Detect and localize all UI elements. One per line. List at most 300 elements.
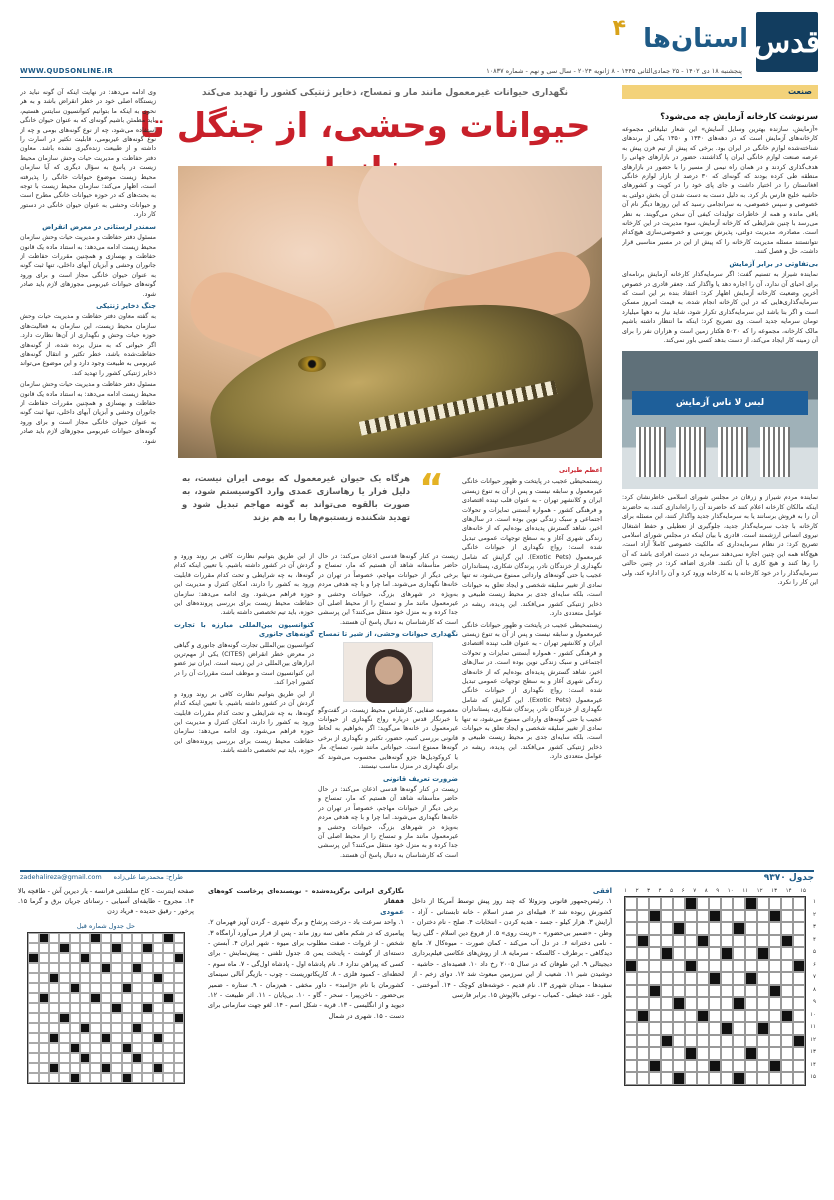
grid-row-number: ۱۳: [810, 1049, 816, 1055]
crossword-cell[interactable]: [745, 960, 757, 973]
crossword-cell[interactable]: [781, 922, 793, 935]
crossword-cell[interactable]: [661, 935, 673, 948]
crossword-cell[interactable]: [781, 910, 793, 923]
designer-email[interactable]: zadehalireza@gmail.com: [20, 873, 102, 881]
crossword-cell[interactable]: [757, 960, 769, 973]
crossword-cell[interactable]: [625, 1047, 637, 1060]
expert-photo: [343, 642, 433, 702]
solution-cell: [80, 1053, 90, 1063]
crossword-cell[interactable]: [673, 960, 685, 973]
solution-cell: [59, 983, 69, 993]
crossword-cell[interactable]: [769, 1072, 781, 1085]
solution-cell: [101, 973, 111, 983]
crossword-cell[interactable]: [685, 997, 697, 1010]
solution-cell: [59, 1023, 69, 1033]
solution-cell: [59, 933, 69, 943]
crossword-cell[interactable]: [625, 897, 637, 910]
crossword-cell[interactable]: [637, 922, 649, 935]
grid-row-number: ۷: [813, 974, 816, 980]
crossword-cell[interactable]: [721, 960, 733, 973]
crossword-cell[interactable]: [697, 972, 709, 985]
solution-cell: [59, 1013, 69, 1023]
solution-cell: [70, 943, 80, 953]
solution-cell: [101, 1013, 111, 1023]
solution-cell: [28, 1053, 38, 1063]
crossword-cell[interactable]: [685, 910, 697, 923]
crossword-cell[interactable]: [661, 897, 673, 910]
crossword-cell[interactable]: [793, 922, 805, 935]
solution-cell: [90, 1053, 100, 1063]
crossword-cell[interactable]: [709, 1072, 721, 1085]
crossword-cell[interactable]: [733, 1047, 745, 1060]
crossword-cell[interactable]: [661, 910, 673, 923]
solution-cell: [80, 1023, 90, 1033]
solution-cell: [101, 1043, 111, 1053]
crossword-cell[interactable]: [625, 935, 637, 948]
crossword-cell[interactable]: [697, 960, 709, 973]
crossword-cell[interactable]: [697, 985, 709, 998]
crossword-cell[interactable]: [673, 1022, 685, 1035]
solution-cell: [49, 1053, 59, 1063]
solution-cell: [132, 983, 142, 993]
crossword-cell[interactable]: [721, 1072, 733, 1085]
industry-headline: سرنوشت کارخانه آزمایش چه می‌شود؟: [660, 111, 818, 121]
solution-cell: [153, 1023, 163, 1033]
solution-cell: [90, 993, 100, 1003]
solution-cell: [132, 1053, 142, 1063]
solution-cell: [163, 973, 173, 983]
crossword-cell[interactable]: [625, 1022, 637, 1035]
crossword-cell[interactable]: [781, 997, 793, 1010]
crossword-cell[interactable]: [781, 1047, 793, 1060]
website-link[interactable]: WWW.QUDSONLINE.IR: [20, 67, 114, 75]
solution-cell: [174, 1003, 184, 1013]
crossword-cell: [769, 1060, 781, 1073]
crossword-cell[interactable]: [733, 947, 745, 960]
crossword-cell[interactable]: [745, 947, 757, 960]
crossword-cell[interactable]: [733, 1010, 745, 1023]
crossword-cell[interactable]: [745, 997, 757, 1010]
crossword-cell[interactable]: [673, 1047, 685, 1060]
crossword-cell[interactable]: [793, 1047, 805, 1060]
crossword-cell[interactable]: [673, 1035, 685, 1048]
crossword-cell[interactable]: [781, 1035, 793, 1048]
grid-row-number: ۸: [813, 986, 816, 993]
crossword-cell[interactable]: [769, 1022, 781, 1035]
crossword-cell[interactable]: [673, 947, 685, 960]
solution-cell: [153, 993, 163, 1003]
crossword-cell: [709, 972, 721, 985]
solution-cell: [122, 953, 132, 963]
crossword-cell[interactable]: [721, 1047, 733, 1060]
solution-cell: [49, 1033, 59, 1043]
crossword-cell[interactable]: [793, 997, 805, 1010]
crossword-cell[interactable]: [685, 1010, 697, 1023]
pull-quote: [178, 466, 450, 548]
crossword-cell[interactable]: [661, 1060, 673, 1073]
crossword-cell[interactable]: [781, 1060, 793, 1073]
crossword-cell[interactable]: [769, 997, 781, 1010]
solution-cell: [39, 963, 49, 973]
grid-column-number: ۱۲: [756, 888, 763, 894]
crossword-cell: [697, 1010, 709, 1023]
crossword-cell[interactable]: [769, 1010, 781, 1023]
solution-cell: [70, 1003, 80, 1013]
crossword-cell[interactable]: [769, 935, 781, 948]
crossword-cell[interactable]: [685, 985, 697, 998]
crossword-cell[interactable]: [637, 1072, 649, 1085]
solution-cell: [122, 963, 132, 973]
solution-cell: [163, 1063, 173, 1073]
crossword-cell[interactable]: [649, 1035, 661, 1048]
solution-cell: [80, 983, 90, 993]
crossword-cell: [661, 947, 673, 960]
crossword-cell[interactable]: [673, 910, 685, 923]
crossword-cell[interactable]: [649, 1010, 661, 1023]
crossword-cell[interactable]: [721, 1060, 733, 1073]
crossword-cell: [721, 1022, 733, 1035]
crossword-cell[interactable]: [781, 947, 793, 960]
crossword-cell[interactable]: [661, 985, 673, 998]
crossword-cell[interactable]: [661, 1072, 673, 1085]
crossword-cells: [624, 896, 806, 1086]
crossword-cell[interactable]: [781, 985, 793, 998]
crossword-cell[interactable]: [709, 922, 721, 935]
crossword-cell[interactable]: [709, 1047, 721, 1060]
crossword-cell: [793, 1035, 805, 1048]
crossword-cell[interactable]: [721, 897, 733, 910]
crossword-cell[interactable]: [625, 947, 637, 960]
solution-cell: [39, 1063, 49, 1073]
crossword-cell[interactable]: [637, 897, 649, 910]
crossword-cell[interactable]: [637, 1022, 649, 1035]
crossword-cell[interactable]: [733, 897, 745, 910]
crossword-cell[interactable]: [709, 1022, 721, 1035]
grid-column-number: ۶: [681, 888, 685, 894]
solution-cell: [28, 1003, 38, 1013]
crossword-cell[interactable]: [709, 1010, 721, 1023]
solution-cell: [80, 1063, 90, 1073]
crossword-cell[interactable]: [721, 985, 733, 998]
crossword-cell[interactable]: [781, 897, 793, 910]
crossword-cell: [769, 985, 781, 998]
crossword-cell: [769, 910, 781, 923]
solution-cell: [28, 993, 38, 1003]
crossword-cell[interactable]: [649, 897, 661, 910]
solution-cell: [80, 943, 90, 953]
crossword-cell[interactable]: [709, 960, 721, 973]
crossword-cell[interactable]: [757, 897, 769, 910]
crossword-cell[interactable]: [661, 1022, 673, 1035]
solution-cell: [174, 983, 184, 993]
solution-cell: [28, 1013, 38, 1023]
crossword-cell[interactable]: [673, 985, 685, 998]
crossword-cell[interactable]: [637, 960, 649, 973]
crossword-cell[interactable]: [757, 972, 769, 985]
crossword-cell[interactable]: [709, 997, 721, 1010]
crossword-cell[interactable]: [649, 997, 661, 1010]
crossword-cell[interactable]: [637, 985, 649, 998]
crossword-cell[interactable]: [685, 935, 697, 948]
crossword-cell[interactable]: [685, 1035, 697, 1048]
crossword-cell[interactable]: [661, 972, 673, 985]
crossword-cell[interactable]: [709, 985, 721, 998]
crossword-cell[interactable]: [721, 935, 733, 948]
crossword-cell[interactable]: [625, 1010, 637, 1023]
crossword-cell[interactable]: [697, 1022, 709, 1035]
solution-cell: [80, 1013, 90, 1023]
crossword-cell[interactable]: [757, 922, 769, 935]
crossword-cell[interactable]: [721, 910, 733, 923]
crossword-cell[interactable]: [781, 972, 793, 985]
crossword-cell[interactable]: [709, 1035, 721, 1048]
crossword-cell[interactable]: [673, 935, 685, 948]
crossword-cell[interactable]: [757, 935, 769, 948]
crossword-cell[interactable]: [757, 1035, 769, 1048]
solution-cell: [70, 953, 80, 963]
crossword-cell[interactable]: [793, 1060, 805, 1073]
crossword-cell[interactable]: [733, 910, 745, 923]
crossword-cell[interactable]: [625, 910, 637, 923]
crossword-cell[interactable]: [757, 1010, 769, 1023]
crossword-cell[interactable]: [625, 985, 637, 998]
grid-row-number: ۵: [813, 949, 816, 955]
crossword-cell[interactable]: [769, 922, 781, 935]
solution-cell: [70, 963, 80, 973]
crossword-cell[interactable]: [685, 972, 697, 985]
factory-window: [636, 427, 666, 477]
crossword-cell[interactable]: [685, 1072, 697, 1085]
crossword-cell[interactable]: [649, 972, 661, 985]
crossword-cell[interactable]: [769, 1047, 781, 1060]
solution-cell: [49, 1013, 59, 1023]
crossword-cell[interactable]: [673, 972, 685, 985]
crossword-cell[interactable]: [769, 1035, 781, 1048]
crossword-cell[interactable]: [673, 897, 685, 910]
crossword-cell[interactable]: [733, 1022, 745, 1035]
crossword-cell[interactable]: [745, 910, 757, 923]
solution-cell: [59, 953, 69, 963]
solution-cell: [28, 973, 38, 983]
solution-cell: [142, 1073, 152, 1083]
grid-column-number: ۴: [658, 888, 662, 894]
solution-cell: [174, 1023, 184, 1033]
crossword-cell[interactable]: [745, 1060, 757, 1073]
crossword-cell[interactable]: [673, 1010, 685, 1023]
factory-sign: لبس لا ناس آزمایش: [632, 391, 808, 415]
crossword-cell[interactable]: [697, 897, 709, 910]
article-paragraph: زیستمحیطی عجیب در پایتخت و ظهور حیوانات خانگی غیرمعمول و سابقه نیست و پس از آن به تنوع زیستی ایران و کلانشهر تهران - به عنوان قلب تپنده اقتصادی و فرهنگی کشور - همواره آبستنی تمایزات و تحولات اجتماعی و سبک زندگی نوین بوده است. در سال‌های اخیر، شاهد گسترش پدیده‌ای بوده‌ایم که از خانه‌های زندگی شهری آغاز و به سطح توجهات عمومی تبدیل شده است: رواج نگهداری از حیوانات خانگی غیرمعمول (Exotic Pets). این گرایش که شامل نگهداری از خزندگان نادر، پرندگان شکاری، پستانداران عجیب یا حتی گونه‌های وارداتی ممنوع می‌شود، نه تنها نمادی از تغییر سلیقه شخصی و ایجاد تعلق به حیوانات است، بلکه سایه‌ای جدی بر محیط زیست طبیعی و ذخایر ژنتیکی کشور می‌افکند. این پدیده، ریشه در عوامل متعددی دارد.: [462, 621, 602, 761]
solution-cell: [153, 1073, 163, 1083]
grid-column-number: ۱۰: [727, 888, 734, 894]
crossword-cell[interactable]: [733, 935, 745, 948]
crossword-cell[interactable]: [709, 947, 721, 960]
crossword-cell[interactable]: [697, 1060, 709, 1073]
crossword-cell[interactable]: [625, 1072, 637, 1085]
crossword-cell[interactable]: [721, 922, 733, 935]
crossword-cell[interactable]: [793, 1022, 805, 1035]
crossword-cell[interactable]: [721, 997, 733, 1010]
crossword-cell[interactable]: [649, 935, 661, 948]
crossword-cell[interactable]: [637, 1047, 649, 1060]
crossword-cell[interactable]: [793, 1010, 805, 1023]
crossword-cell[interactable]: [697, 997, 709, 1010]
crossword-cell[interactable]: [757, 997, 769, 1010]
horizontal-clues: [412, 886, 612, 1186]
factory-photo: [622, 351, 818, 489]
solution-cell: [174, 993, 184, 1003]
solution-cell: [132, 943, 142, 953]
crossword-cell[interactable]: [733, 972, 745, 985]
crossword-cell[interactable]: [697, 1035, 709, 1048]
solution-cell: [111, 1033, 121, 1043]
solution-cell: [153, 973, 163, 983]
crossword-cell[interactable]: [625, 1060, 637, 1073]
solution-cell: [101, 1073, 111, 1083]
crossword-cell[interactable]: [661, 997, 673, 1010]
crossword-cell[interactable]: [649, 947, 661, 960]
crossword-cell[interactable]: [721, 1035, 733, 1048]
solution-cell: [163, 963, 173, 973]
solution-cell: [39, 993, 49, 1003]
newspaper-logo[interactable]: [753, 12, 821, 72]
crossword-cell[interactable]: [757, 1072, 769, 1085]
solution-cell: [90, 1033, 100, 1043]
crossword-cell[interactable]: [769, 897, 781, 910]
crossword-cell[interactable]: [697, 947, 709, 960]
solution-cell: [132, 953, 142, 963]
crossword-cell[interactable]: [733, 985, 745, 998]
crossword-cell[interactable]: [637, 972, 649, 985]
crossword-cell[interactable]: [793, 985, 805, 998]
crossword-cell[interactable]: [661, 960, 673, 973]
crossword-cell[interactable]: [637, 997, 649, 1010]
crossword-cell[interactable]: [745, 1010, 757, 1023]
interview-subheading: نگهداری حیوانات وحشی، از شیر تا تمساح: [318, 630, 458, 639]
crossword-cell[interactable]: [733, 1035, 745, 1048]
crossword-cell: [673, 997, 685, 1010]
crossword-cell[interactable]: [649, 960, 661, 973]
grid-column-number: ۸: [704, 888, 708, 894]
crossword-cell[interactable]: [757, 910, 769, 923]
crossword-cell[interactable]: [637, 1035, 649, 1048]
crossword-cell[interactable]: [745, 922, 757, 935]
section-title: استان‌ها: [643, 24, 748, 54]
crossword-cell[interactable]: [745, 1072, 757, 1085]
crossword-cell[interactable]: [661, 1047, 673, 1060]
solution-cell: [174, 1073, 184, 1083]
solution-cell: [174, 963, 184, 973]
solution-cell: [39, 1043, 49, 1053]
crossword-cell[interactable]: [637, 1060, 649, 1073]
solution-cell: [101, 1033, 111, 1043]
solution-cell: [111, 953, 121, 963]
crossword-cell[interactable]: [637, 910, 649, 923]
crossword-cell[interactable]: [757, 985, 769, 998]
legal-subheading: ضرورت تعریف قانونی: [382, 774, 458, 783]
crossword-cell[interactable]: [709, 935, 721, 948]
crossword-cell[interactable]: [793, 1072, 805, 1085]
crossword-cell[interactable]: [793, 935, 805, 948]
crossword-cell[interactable]: [781, 960, 793, 973]
crossword-cell[interactable]: [733, 960, 745, 973]
crossword-cell[interactable]: [625, 922, 637, 935]
crossword-cell[interactable]: [745, 985, 757, 998]
solution-cell: [70, 1063, 80, 1073]
crossword-cell[interactable]: [649, 1047, 661, 1060]
crossword-cell[interactable]: [757, 1047, 769, 1060]
grid-column-number: ۱۱: [742, 888, 749, 894]
crossword-cell[interactable]: [661, 1010, 673, 1023]
solution-cell: [39, 943, 49, 953]
crossword-cell[interactable]: [697, 1047, 709, 1060]
crossword-cell: [709, 910, 721, 923]
crossword-cell[interactable]: [685, 1060, 697, 1073]
crossword-cell[interactable]: [757, 1060, 769, 1073]
solution-cell: [122, 943, 132, 953]
crossword-cell[interactable]: [661, 922, 673, 935]
solution-cell: [49, 1003, 59, 1013]
crossword-cell[interactable]: [745, 1022, 757, 1035]
crossword-cell[interactable]: [793, 947, 805, 960]
crossword-cell[interactable]: [709, 897, 721, 910]
crossword-cell[interactable]: [721, 972, 733, 985]
crossword-cell[interactable]: [769, 960, 781, 973]
crossword-cell[interactable]: [649, 1022, 661, 1035]
dateline: [20, 67, 742, 78]
genetic-subheading: جنگ ذخایر ژنتیکی: [96, 301, 156, 310]
crossword-cell[interactable]: [625, 1035, 637, 1048]
crossword-cell[interactable]: [637, 947, 649, 960]
grid-row-number: ۱۴: [810, 1061, 816, 1068]
solution-cell: [90, 1043, 100, 1053]
solution-cell: [39, 1033, 49, 1043]
salamander-subheading: سمندر لرستانی در معرض انقراض: [42, 222, 156, 231]
crossword-cell[interactable]: [733, 1060, 745, 1073]
crossword-cell[interactable]: [769, 947, 781, 960]
solution-cell: [111, 933, 121, 943]
crossword-cell[interactable]: [697, 922, 709, 935]
crossword-cell[interactable]: [793, 910, 805, 923]
crossword-cell[interactable]: [625, 972, 637, 985]
crossword-cell[interactable]: [745, 935, 757, 948]
crossword-cell[interactable]: [649, 922, 661, 935]
solution-cell: [142, 933, 152, 943]
crossword-cell[interactable]: [685, 947, 697, 960]
crossword-cell[interactable]: [685, 922, 697, 935]
crossword-cell[interactable]: [697, 1072, 709, 1085]
crossword-cell[interactable]: [769, 972, 781, 985]
crossword-cell[interactable]: [781, 1072, 793, 1085]
crossword-cell[interactable]: [781, 1022, 793, 1035]
solution-cell: [153, 1053, 163, 1063]
industry-paragraph-3: نماینده مردم شیراز و زرقان در مجلس شورای اسلامی خاطرنشان کرد: اینکه مالکان کارخانه اعلام کنند که حاضرند آن را راه‌اندازی کنند، به حاضرند آن را به فروش برسانند یا به سرمایه‌گذار جدید واگذار کنند، این مسئله برای کارخانه با جذب سرمایه‌گذار جدید، جلوگیری از تعطیلی و حفظ اشتغال نیروی انسانی ارزشمند است. قادری با بیان اینکه در مجلس شورای اسلامی تصریح کرد: در نظام سرمایه‌داری که مالکیت خصوصی کاملاً آزاد است، هیچ‌گاه همه این چنین اجازه نمی‌دهند سرمایه در دست افرادی باشد که آن را رها کنند و هیچ کاری با آن نکنند. قادری اضافه کرد: در چنین حالتی سرمایه‌گذار را در خود کارخانه یا به کارخانه ورود کرد و آن را اداره کند، ولی این کار را نکرد.: [622, 494, 818, 586]
crossword-cell[interactable]: [673, 1060, 685, 1073]
crossword-cell[interactable]: [745, 1035, 757, 1048]
crossword-cell[interactable]: [685, 1022, 697, 1035]
crossword-cell[interactable]: [625, 997, 637, 1010]
crossword-cell[interactable]: [649, 1072, 661, 1085]
solution-cell: [153, 933, 163, 943]
crossword-cell[interactable]: [721, 1010, 733, 1023]
crossword-cell[interactable]: [793, 972, 805, 985]
solution-cell: [39, 973, 49, 983]
crossword-cell[interactable]: [697, 910, 709, 923]
solution-cell: [28, 1073, 38, 1083]
solution-cell: [163, 993, 173, 1003]
crossword-cell[interactable]: [793, 897, 805, 910]
solution-cell: [101, 933, 111, 943]
